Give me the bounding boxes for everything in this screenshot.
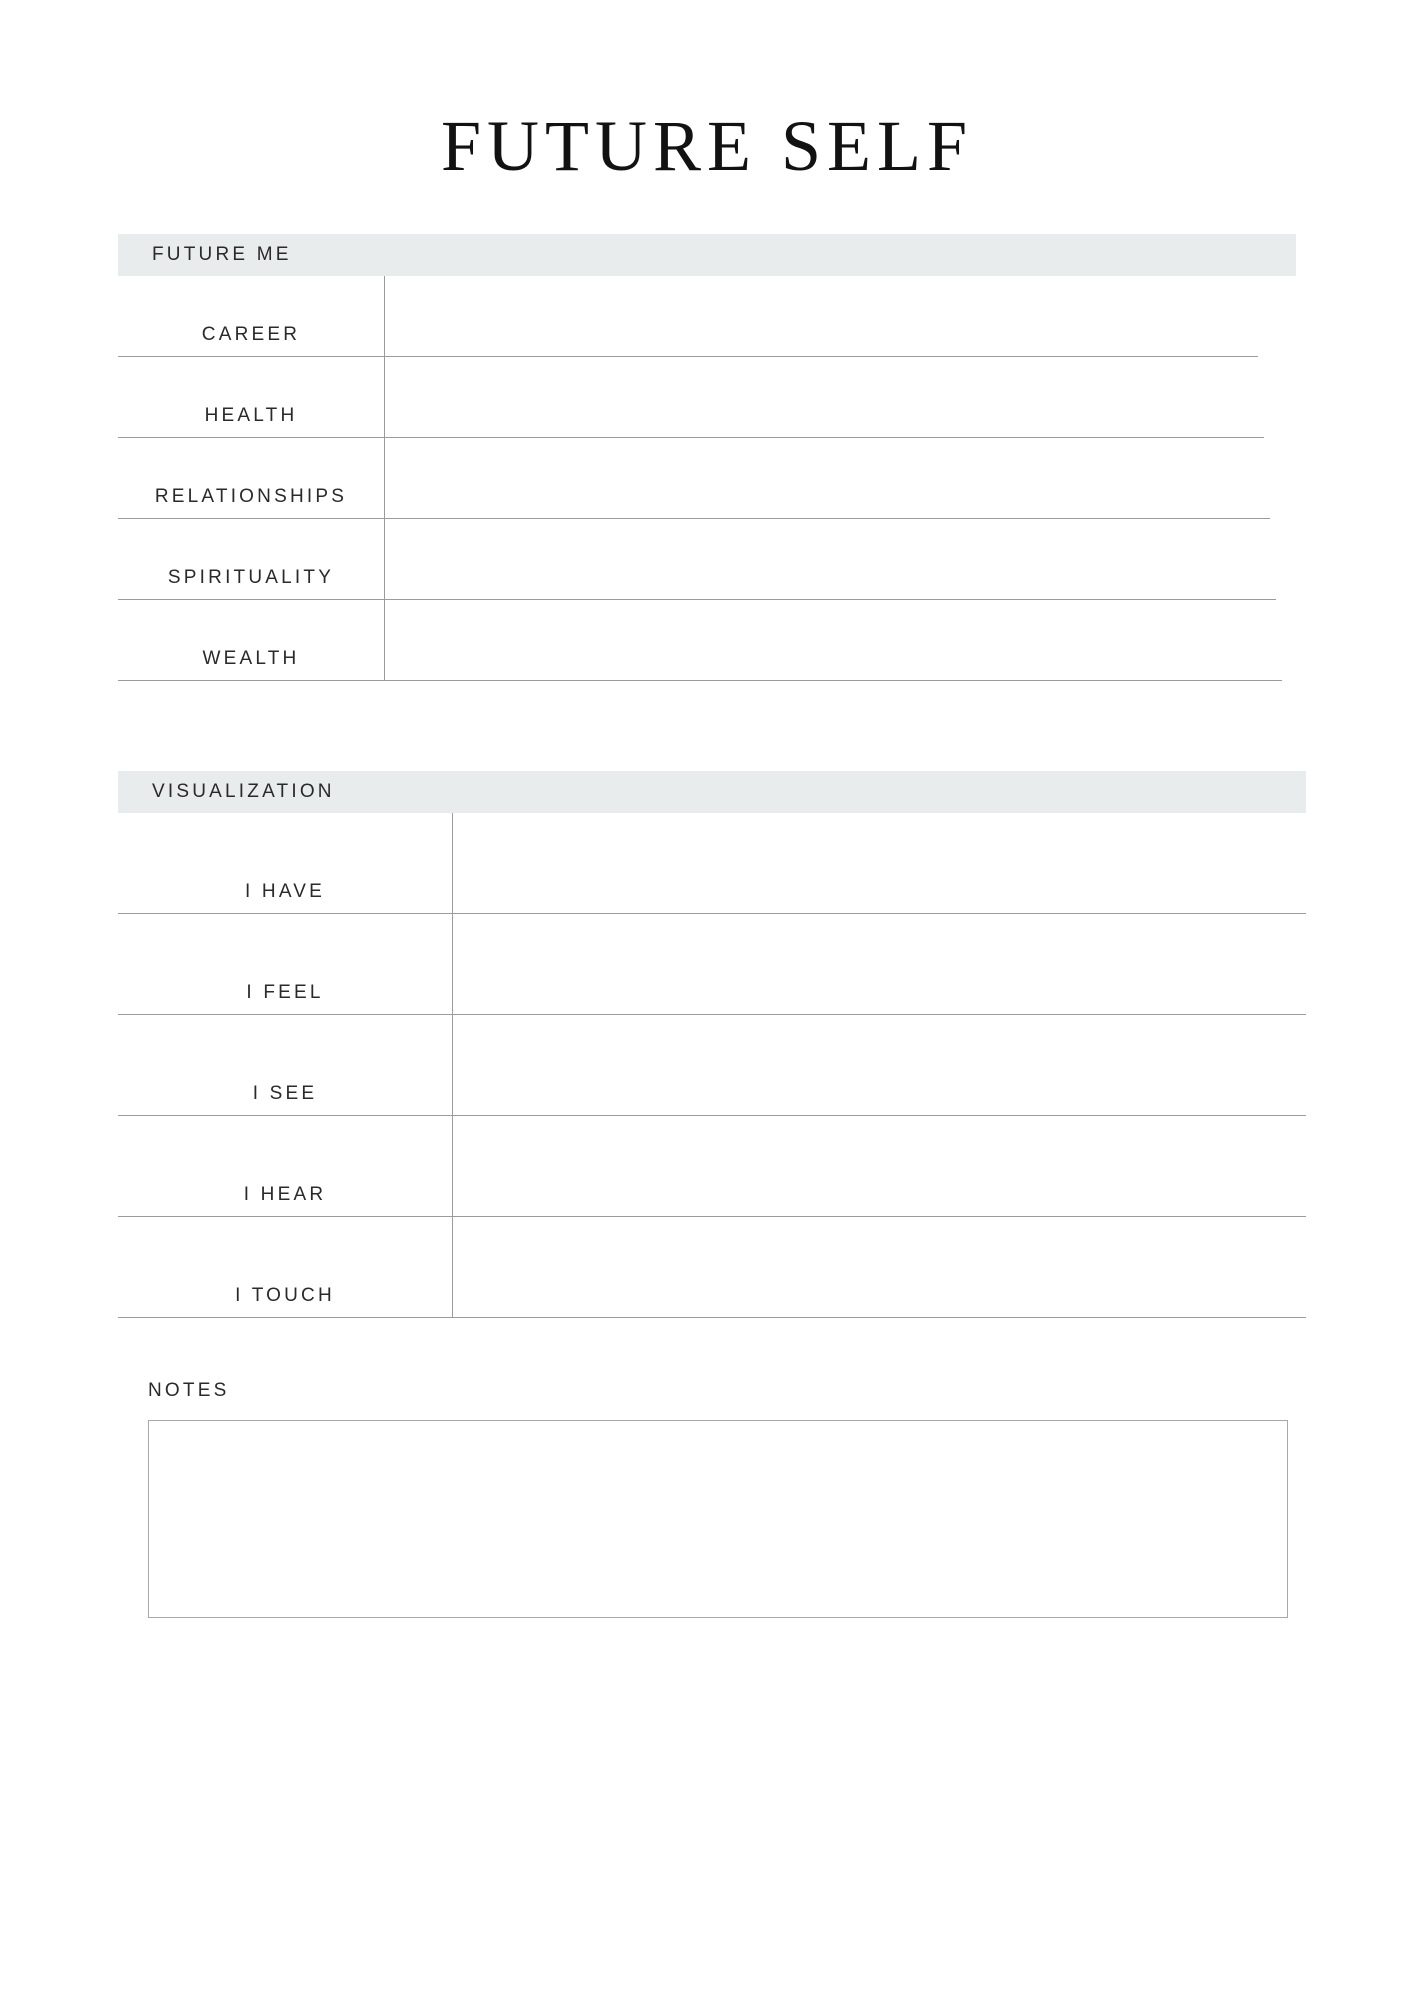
page-title: FUTURE SELF: [440, 106, 974, 186]
row-field-i-have[interactable]: [452, 813, 1306, 913]
row-field-i-hear[interactable]: [452, 1116, 1306, 1216]
row-label-spirituality: SPIRITUALITY: [167, 567, 335, 588]
table-row: [118, 1015, 1306, 1116]
table-row: [118, 600, 1282, 681]
row-label-i-touch: I TOUCH: [235, 1285, 335, 1306]
notes-input[interactable]: [148, 1420, 1288, 1618]
row-field-relationships[interactable]: [384, 438, 1270, 518]
future-me-rows: [118, 276, 1296, 681]
table-row: [118, 438, 1270, 519]
section-visualization: [118, 771, 1296, 1318]
row-field-career[interactable]: [384, 276, 1258, 356]
row-label-i-hear: I HEAR: [243, 1184, 327, 1205]
row-field-spirituality[interactable]: [384, 519, 1276, 599]
row-field-wealth[interactable]: [384, 600, 1282, 680]
row-field-i-feel[interactable]: [452, 914, 1306, 1014]
table-row: [118, 1116, 1306, 1217]
section-notes: [118, 1380, 1296, 1618]
row-field-i-see[interactable]: [452, 1015, 1306, 1115]
table-row: [118, 276, 1258, 357]
visualization-rows: [118, 813, 1296, 1318]
section-header-label: FUTURE ME: [152, 244, 292, 265]
row-label-i-feel: I FEEL: [246, 982, 324, 1003]
row-label-i-have: I HAVE: [244, 881, 326, 902]
notes-label: NOTES: [148, 1380, 230, 1401]
row-label-health: HEALTH: [204, 405, 298, 426]
row-label-relationships: RELATIONSHIPS: [154, 486, 348, 507]
table-row: [118, 1217, 1306, 1318]
section-future-me: [118, 234, 1296, 681]
table-row: [118, 519, 1276, 600]
section-header-visualization: [118, 771, 1306, 813]
table-row: [118, 813, 1306, 914]
table-row: [118, 357, 1264, 438]
table-row: [118, 914, 1306, 1015]
section-header-future-me: [118, 234, 1296, 276]
row-field-health[interactable]: [384, 357, 1264, 437]
row-label-career: CAREER: [201, 324, 301, 345]
row-label-i-see: I SEE: [252, 1083, 318, 1104]
section-header-label: VISUALIZATION: [152, 781, 335, 802]
row-label-wealth: WEALTH: [202, 648, 300, 669]
row-field-i-touch[interactable]: [452, 1217, 1306, 1317]
